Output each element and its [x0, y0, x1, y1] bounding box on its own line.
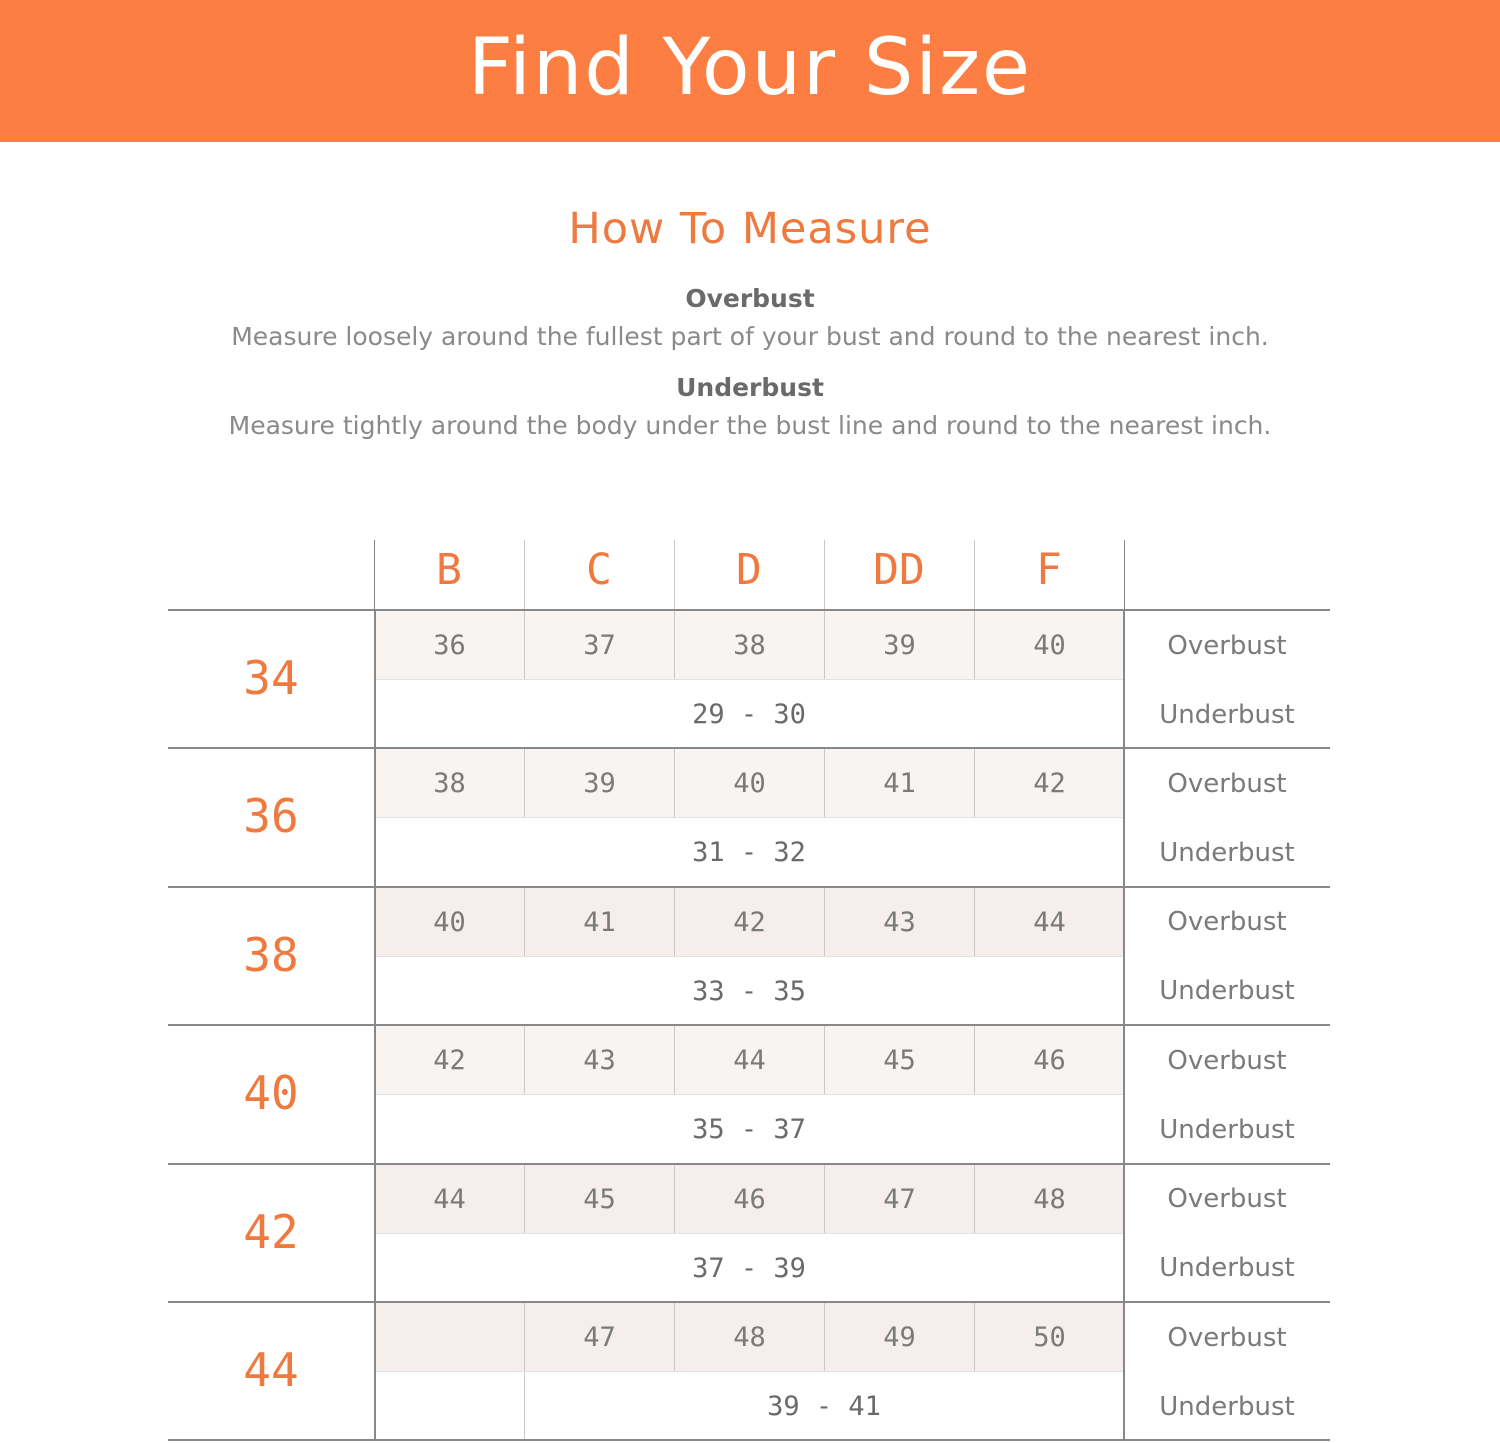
- cell-divider: [674, 888, 675, 957]
- cell-divider: [824, 1026, 825, 1095]
- cup-header-dd: DD: [873, 545, 925, 595]
- underbust-range: 35 - 37: [692, 1114, 806, 1146]
- cell-divider: [974, 1165, 975, 1234]
- cell-divider: [674, 1026, 675, 1095]
- overbust-row-label: Overbust: [1167, 630, 1287, 661]
- overbust-cell: 43: [525, 1026, 674, 1095]
- header-divider: [374, 540, 375, 609]
- overbust-cell: 44: [975, 888, 1124, 957]
- cell-divider: [674, 1165, 675, 1234]
- header-divider: [824, 540, 825, 609]
- underbust-description: Measure tightly around the body under the bust line and round to the nearest inch.: [228, 411, 1272, 440]
- band-divider: [374, 611, 376, 747]
- overbust-cell: 36: [375, 611, 524, 680]
- cell-divider: [674, 611, 675, 680]
- cell-divider: [524, 1026, 525, 1095]
- underbust-row-label: Underbust: [1159, 976, 1295, 1007]
- overbust-cell: 41: [825, 749, 974, 818]
- overbust-cell: 43: [825, 888, 974, 957]
- overbust-cell: 45: [825, 1026, 974, 1095]
- underbust-row-label: Underbust: [1159, 837, 1295, 868]
- how-to-measure-title: How To Measure: [568, 204, 932, 254]
- cell-divider: [524, 1303, 525, 1372]
- cell-divider: [974, 1026, 975, 1095]
- label-divider: [1123, 1026, 1125, 1162]
- band-divider: [374, 1303, 376, 1439]
- overbust-cell: 47: [825, 1165, 974, 1234]
- underbust-range: 37 - 39: [692, 1252, 806, 1284]
- cell-divider: [824, 1165, 825, 1234]
- band-size-44: 44: [243, 1343, 299, 1397]
- overbust-row-label: Overbust: [1167, 768, 1287, 799]
- overbust-cell: 50: [975, 1303, 1124, 1372]
- overbust-cell: 44: [375, 1165, 524, 1234]
- band-divider: [374, 1026, 376, 1162]
- overbust-row-label: Overbust: [1167, 907, 1287, 938]
- cell-divider: [674, 1303, 675, 1372]
- label-divider: [1123, 1303, 1125, 1439]
- cell-divider: [524, 749, 525, 818]
- overbust-cell: 49: [825, 1303, 974, 1372]
- underbust-row-label: Underbust: [1159, 1391, 1295, 1422]
- band-size-40: 40: [243, 1066, 299, 1121]
- label-divider: [1123, 1165, 1125, 1301]
- underbust-range: 33 - 35: [692, 975, 806, 1007]
- header-divider: [524, 540, 525, 609]
- cell-divider: [524, 1165, 525, 1234]
- header-divider: [674, 540, 675, 609]
- overbust-cell: 40: [975, 611, 1124, 680]
- overbust-cell: 46: [975, 1026, 1124, 1095]
- overbust-cell: 44: [675, 1026, 824, 1095]
- overbust-cell: 46: [675, 1165, 824, 1234]
- band-size-36: 36: [243, 789, 299, 844]
- overbust-cell: 48: [675, 1303, 824, 1372]
- cell-divider: [824, 749, 825, 818]
- cell-divider: [974, 611, 975, 680]
- underbust-range: 39 - 41: [767, 1391, 881, 1422]
- band-size-34: 34: [243, 651, 299, 705]
- overbust-description: Measure loosely around the fullest part of your bust and round to the nearest inch.: [231, 322, 1269, 351]
- label-divider: [1123, 611, 1125, 747]
- cell-divider: [824, 611, 825, 680]
- label-divider: [1123, 888, 1125, 1024]
- overbust-cell: 41: [525, 888, 674, 957]
- label-divider: [1123, 749, 1125, 885]
- overbust-cell: 40: [675, 749, 824, 818]
- overbust-cell: 48: [975, 1165, 1124, 1234]
- band-divider: [374, 1165, 376, 1301]
- cell-divider: [824, 888, 825, 957]
- overbust-cell: 37: [525, 611, 674, 680]
- overbust-row-label: Overbust: [1167, 1184, 1287, 1215]
- overbust-cell: 47: [525, 1303, 674, 1372]
- band-divider: [374, 888, 376, 1024]
- row-rule: [168, 1439, 1330, 1441]
- overbust-cell: 42: [975, 749, 1124, 818]
- cell-divider: [824, 1303, 825, 1372]
- cup-header-b: B: [436, 545, 462, 595]
- page-title: Find Your Size: [467, 23, 1033, 113]
- band-size-38: 38: [243, 927, 299, 982]
- overbust-cell: 39: [525, 749, 674, 818]
- overbust-cell: 40: [375, 888, 524, 957]
- cell-divider: [524, 888, 525, 957]
- overbust-cell: 42: [375, 1026, 524, 1095]
- cell-divider: [674, 749, 675, 818]
- underbust-row-label: Underbust: [1159, 1114, 1295, 1145]
- overbust-cell: 45: [525, 1165, 674, 1234]
- underbust-term: Underbust: [676, 373, 824, 402]
- overbust-cell: [375, 1303, 524, 1372]
- overbust-term: Overbust: [685, 284, 815, 313]
- overbust-cell: 38: [675, 611, 824, 680]
- cell-divider: [974, 749, 975, 818]
- cell-divider: [974, 888, 975, 957]
- cup-header-d: D: [736, 545, 762, 595]
- overbust-cell: 42: [675, 888, 824, 957]
- cup-header-c: C: [586, 545, 612, 595]
- cell-divider: [524, 611, 525, 680]
- overbust-row-label: Overbust: [1167, 1322, 1287, 1353]
- underbust-row-label: Underbust: [1159, 699, 1295, 730]
- overbust-cell: 38: [375, 749, 524, 818]
- band-size-42: 42: [243, 1204, 299, 1259]
- underbust-range: 31 - 32: [692, 837, 806, 869]
- overbust-cell: 39: [825, 611, 974, 680]
- cup-header-f: F: [1036, 545, 1062, 595]
- header-banner: [0, 0, 1500, 142]
- underbust-row-label: Underbust: [1159, 1253, 1295, 1284]
- band-divider: [374, 749, 376, 885]
- cell-divider: [524, 1372, 525, 1441]
- header-divider: [1124, 540, 1125, 609]
- cell-divider: [974, 1303, 975, 1372]
- underbust-range: 29 - 30: [692, 699, 806, 730]
- overbust-row-label: Overbust: [1167, 1045, 1287, 1076]
- header-divider: [974, 540, 975, 609]
